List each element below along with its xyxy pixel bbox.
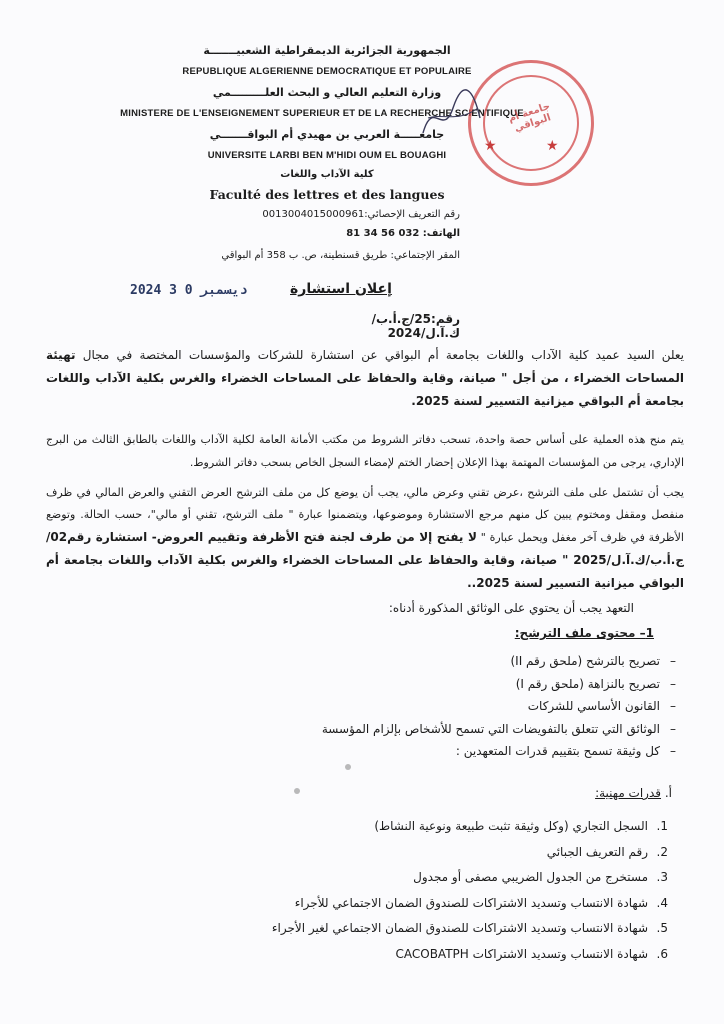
stamp-star-icon: ★ (546, 138, 559, 154)
paragraph-2: يتم منح هذه العملية على أساس حصة واحدة، تسحب دفاتر الشروط من مكتب الأمانة العامة لكلية الآداب واللغات بالطابق الثالث من البرج الإداري، يرجى من المؤسسات المهتمة بهذا الإعلان إحضار الختم لإمضاء السجل الخاص بسحب دفاتر الشروط. (46, 433, 684, 469)
stat-id: رقم التعريف الإحصائي:0013004015000961 (262, 209, 460, 220)
list-item: 4.شهادة الانتساب وتسديد الاشتراكات للصندوق الضمان الاجتماعي للأجراء (294, 895, 668, 910)
list-item: –الوثائق التي تتعلق بالتفويضات التي تسمح للأشخاص بإلزام المؤسسة (321, 721, 676, 736)
paragraph-3 (46, 482, 684, 595)
professional-capacity-list (40, 814, 668, 967)
university-ar: جامعـــــة العربي بن مهيدي أم البواقـــــــي (209, 128, 445, 141)
paragraph-3-bold: لا يفتح إلا من طرف لجنة فتح الأظرفة وتقييم العروض- استشارة رقم02/ج.أ.ب/ك.آ.ل/2025 " صيانة، وقاية والحفاظ على المساحات الخضراء والغرس بكلية الآداب واللغات بجامعة أم البواقي ميزانية التسيير لسنة 2025.. (46, 530, 684, 590)
paragraph-1 (46, 344, 684, 413)
ink-smudge (345, 764, 351, 770)
list-item: 3.مستخرج من الجدول الضريبي مصفى أو مجدول (413, 870, 668, 884)
list-item: –تصريح بالترشح (ملحق رقم II) (510, 654, 676, 668)
subsection-a-title: قدرات مهنية: (595, 786, 662, 800)
phone: الهاتف: 032 56 34 81 (346, 228, 460, 239)
address: المقر الإجتماعي: طريق قسنطينة، ص. ب 358 أم البواقي (221, 250, 460, 261)
reference-number: رقم:25/ج.أ.ب/ك.آ.ل/2024 (371, 312, 460, 340)
signature-icon (418, 78, 488, 148)
list-item: 5.شهادة الانتساب وتسديد الاشتراكات للصندوق الضمان الاجتماعي لغير الأجراء (271, 921, 668, 935)
paragraph-3-text: يجب أن تشتمل على ملف الترشح ،عرض تقني وعرض مالي، يجب أن يوضع كل من ملف الترشح العرض التقني والعرض المالي في ظرف منفصل ومقفل ومختوم يبين كل منهم مرجع الاستشارة وموضوعها، ويتضمنوا عبارة " ملف الترشح، تقني أو مالي"، حسب الحالة. وتوضع الأظرفة في ظرف آخر مغفل ويحمل عبارة " (46, 486, 684, 544)
section-1-heading-text: 1– محتوى ملف الترشح: (514, 626, 654, 640)
announcement-title: إعلان استشارة (290, 281, 392, 297)
ministry-ar: وزارة التعليم العالي و البحث العلـــــــــمي (212, 86, 442, 99)
subsection-a-label: أ. (664, 786, 672, 800)
list-item: –كل وثيقة تسمح بتقييم قدرات المتعهدين : (455, 744, 676, 758)
stamp-text: جامعة أم البواقي (507, 100, 553, 135)
list-item: 6.شهادة الانتساب وتسديد الاشتراكات CACOBATPH (395, 946, 668, 961)
ministry-fr: MINISTERE DE L'ENSEIGNEMENT SUPERIEUR ET DE LA RECHERCHE SCIENTIFIQUE (120, 108, 524, 119)
republic-fr: REPUBLIQUE ALGERIENNE DEMOCRATIQUE ET POPULAIRE (182, 66, 472, 77)
paragraph-4: التعهد يجب أن يحتوي على الوثائق المذكورة أدناه: (388, 601, 634, 615)
subsection-a-heading (46, 786, 672, 800)
list-item: 1.السجل التجاري (وكل وثيقة تثبت طبيعة ونوعية النشاط) (374, 819, 668, 833)
handwritten-date: 2024 ديسمبر 0 3 (130, 283, 248, 298)
stamp-star-icon: ★ (484, 138, 497, 154)
republic-ar: الجمهورية الجزائرية الديمقراطية الشعبيـــــــة (203, 44, 451, 57)
list-item: 2.رقم التعريف الجبائي (546, 844, 668, 859)
list-item: –تصريح بالنزاهة (ملحق رقم I) (515, 676, 676, 691)
faculty-fr: Faculté des lettres et des langues (209, 187, 445, 202)
paragraph-1-text: يعلن السيد عميد كلية الآداب واللغات بجامعة أم البواقي عن استشارة للشركات والمؤسسات المختصة في مجال (75, 348, 684, 362)
university-fr: UNIVERSITE LARBI BEN M'HIDI OUM EL BOUAGHI (207, 150, 447, 161)
section-1-heading (46, 626, 654, 640)
list-item: –القانون الأساسي للشركات (527, 699, 676, 713)
paragraph-1-bold: تهيئة المساحات الخضراء ، من أجل " صيانة، وقاية والحفاظ على المساحات الخضراء والغرس بكلية الآداب واللغات بجامعة أم البواقي ميزانية التسيير لسنة 2025. (46, 348, 684, 408)
faculty-ar: كلية الآداب واللغات (280, 169, 374, 180)
candidacy-file-list (40, 650, 676, 763)
